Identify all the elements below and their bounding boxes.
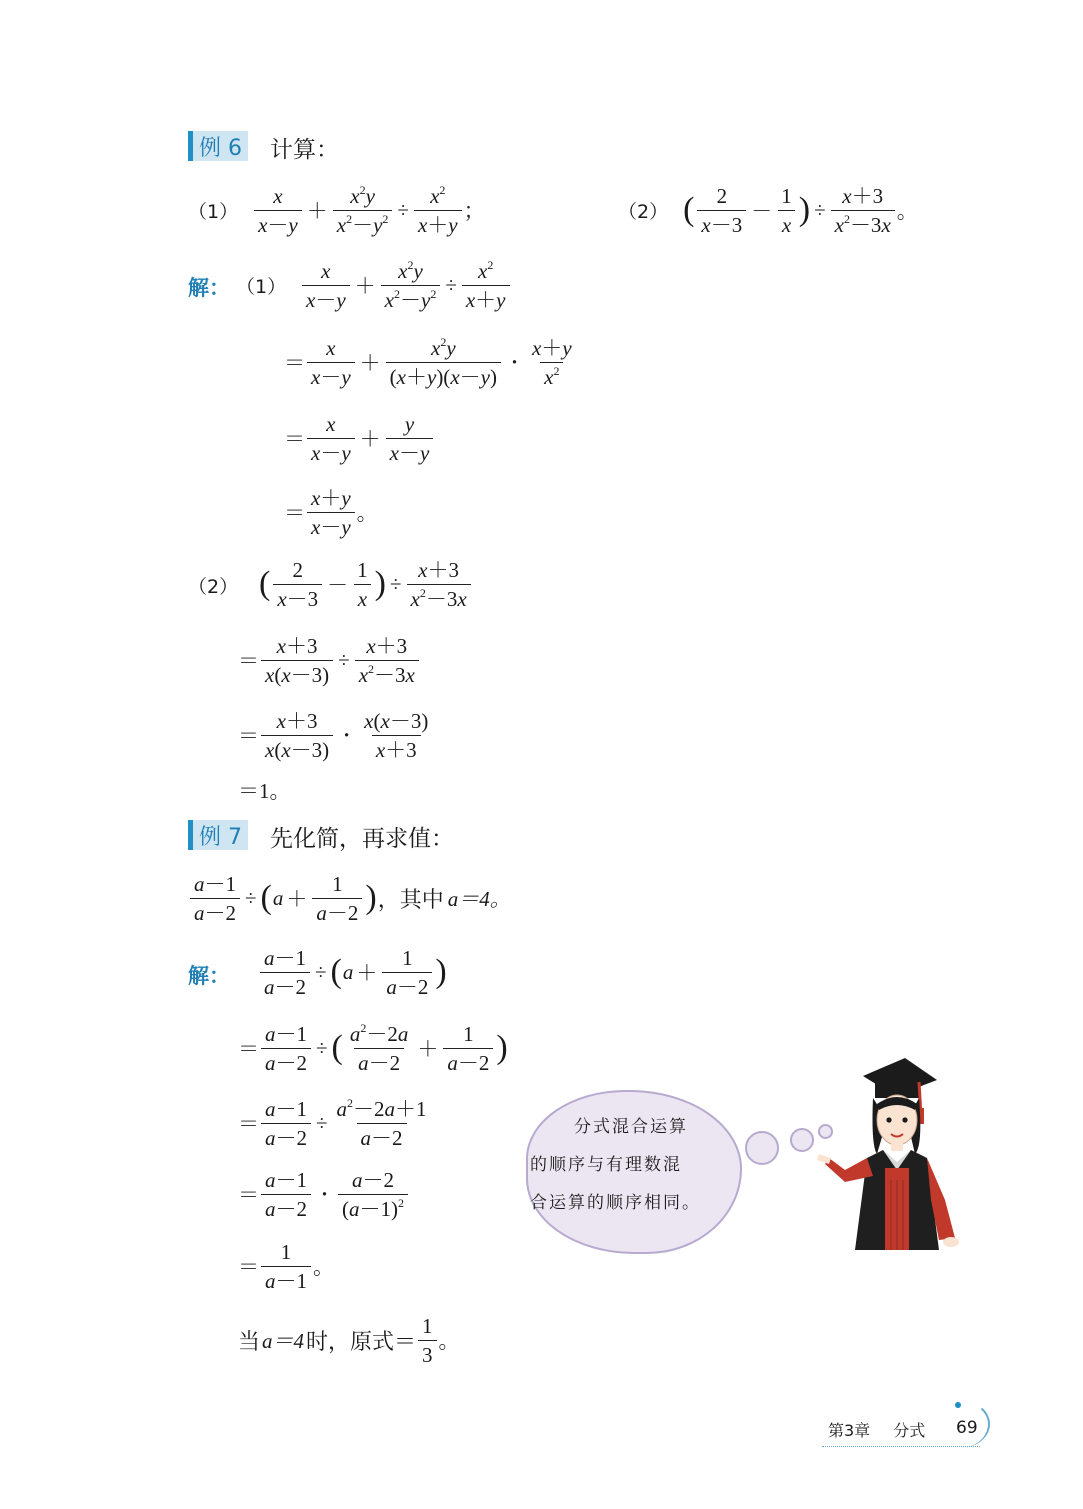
part2-step1: ＝ $\frac{x+3}{x(x-3)}$ ÷ $\frac{x+3}{x^2-3x}$ [238, 630, 421, 690]
problem-1-label: （1） [188, 200, 239, 223]
ex7-conclusion: 当 a＝4 时，原式＝ $\frac{1}{3}$ 。 [238, 1313, 460, 1367]
part2-step3: ＝1。 [238, 779, 291, 803]
part2-step0: ( $\frac{2}{x-3}$ － $\frac{1}{x}$ ) ÷ $\frac{x+3}{x^2-3x}$ [258, 554, 473, 614]
example-7-badge: 例 7 [188, 820, 248, 850]
solution-label-7: 解： [188, 964, 230, 988]
ex7-step3: ＝ $\frac{a-1}{a-2}$ · $\frac{a-2}{(a-1)^2}$ [238, 1164, 410, 1224]
graduate-teacher-illustration [815, 1050, 965, 1260]
part1-step3: ＝ $\frac{x+y}{x-y}$ 。 [284, 485, 378, 539]
conclusion-mid: 时，原式＝ [306, 1329, 417, 1355]
footer-dot-icon [955, 1402, 961, 1408]
callout-line-1: 分式混合运算 [574, 1117, 688, 1137]
thought-cloud-text [530, 1108, 730, 1222]
problem-7-value: a＝4。 [447, 887, 511, 911]
ex7-step2: ＝ $\frac{a-1}{a-2}$ ÷ $\frac{a^2-2a+1}{a-2}$ [238, 1095, 427, 1150]
conclusion-prefix: 当 [238, 1329, 261, 1355]
problem-2-label: （2） [618, 200, 669, 223]
part2-step2: ＝ $\frac{x+3}{x(x-3)}$ · $\frac{x(x-3)}{x+3}$ [238, 708, 429, 762]
problem-2: （2） ( $\frac{2}{x-3}$ － $\frac{1}{x}$ ) ÷ $\frac{x+3}{x^2-3x}$ 。 [618, 183, 918, 237]
footer-chapter: 第3章 [828, 1421, 871, 1440]
part1-step0: $\frac{x}{x-y}$ ＋ $\frac{x^2y}{x^2-y^2}$ ÷ $\frac{x^2}{x+y}$ [300, 255, 512, 315]
problem-1: （1） $\frac{x}{x-y}$ ＋ $\frac{x^2y}{x^2-y^2}$ ÷ $\frac{x^2}{x+y}$ ； [188, 182, 485, 237]
callout-line-3: 合运算的顺序相同。 [530, 1193, 701, 1213]
part1-step2: ＝ $\frac{x}{x-y}$ ＋ $\frac{y}{x-y}$ [284, 408, 435, 468]
example-6-heading: 计算： [270, 137, 339, 163]
part-2-label: （2） [188, 576, 239, 598]
ex7-step0: $\frac{a-1}{a-2}$ ÷ ( a ＋ $\frac{1}{a-2}$ ) [258, 942, 448, 1002]
part1-step1: ＝ $\frac{x}{x-y}$ ＋ $\frac{x^2y}{(x+y)(x-y)}$ · $\frac{x+y}{x^2}$ [284, 334, 572, 389]
problem-7-condition: ，其中 [377, 887, 444, 913]
example-7-heading: 先化简，再求值： [270, 826, 454, 852]
footer-title: 分式 [893, 1421, 926, 1440]
problem-7: $\frac{a-1}{a-2}$ ÷ ( a ＋ $\frac{1}{a-2}$ ) ，其中 a＝4。 [188, 868, 511, 928]
example-6-badge: 例 6 [188, 131, 248, 161]
page-number: 69 [956, 1418, 978, 1438]
thought-bubble-medium [790, 1128, 814, 1152]
ex7-step4: ＝ $\frac{1}{a-1}$ 。 [238, 1239, 334, 1293]
ex7-step1: ＝ $\frac{a-1}{a-2}$ ÷ ( $\frac{a^2-2a}{a-2}$ ＋ $\frac{1}{a-2}$ ) [238, 1020, 508, 1075]
conclusion-var: a＝4 [262, 1329, 305, 1353]
callout-line-2: 的顺序与有理数混 [530, 1155, 682, 1175]
part-1-label: （1） [236, 276, 287, 298]
solution-label-1: 解： [188, 276, 230, 300]
thought-bubble-large [745, 1131, 779, 1165]
